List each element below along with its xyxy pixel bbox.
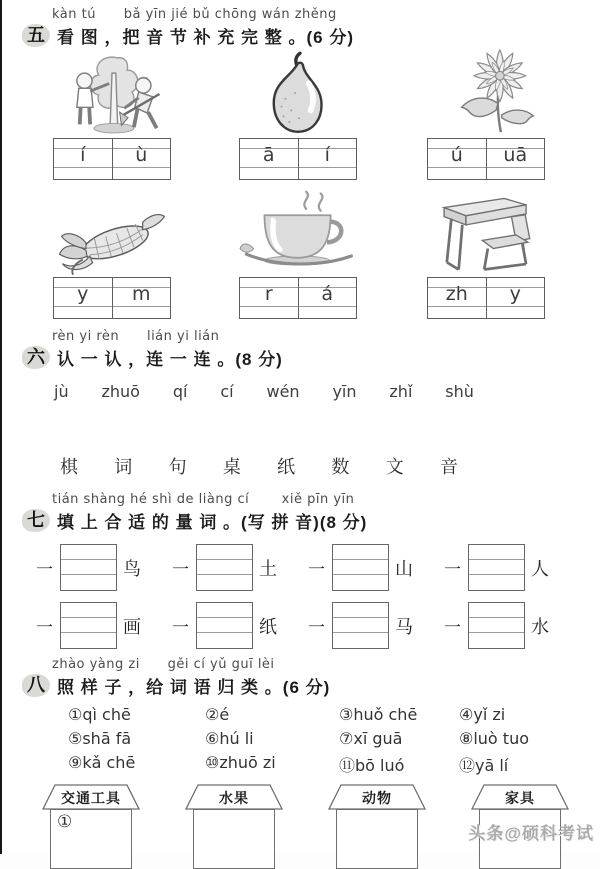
pinyin-cell[interactable]: ú [428, 139, 487, 179]
watermark: 头条@硕科考试 [468, 824, 594, 843]
category-house-fruit [185, 784, 283, 869]
one-character: 一 [444, 560, 461, 579]
pinyin-cell[interactable]: í [54, 139, 113, 179]
pinyin-cell[interactable]: y [54, 278, 113, 318]
section8-word-list [68, 705, 600, 776]
category-label: 交通工具 [61, 790, 121, 806]
noun-character: 水 [531, 616, 549, 637]
answer-box[interactable] [60, 602, 117, 649]
match-pinyin[interactable]: jù [54, 382, 69, 401]
pinyin-cell[interactable]: zh [428, 278, 487, 318]
pinyin-cell[interactable]: y [509, 283, 521, 305]
section5-header [22, 23, 600, 48]
noun-character: 土 [259, 558, 277, 579]
measure-word-item [36, 544, 172, 591]
house-roof [328, 784, 426, 810]
category-house-animal [328, 784, 426, 869]
section6-title: 认 一 认 ，连 一 连 。(8 分) [57, 350, 283, 369]
match-character[interactable]: 桌 [222, 457, 241, 477]
pinyin-grid-desk[interactable] [427, 277, 545, 319]
word-option[interactable]: ①qì chē [68, 705, 131, 724]
children-planting-tree-illustration [36, 52, 188, 136]
word-option[interactable]: ⑪bō luó [339, 756, 405, 775]
answer-box[interactable] [60, 544, 117, 591]
section6-pinyin: rèn yi rèn lián yi lián [52, 329, 220, 344]
word-option[interactable]: ⑫yā lí [459, 756, 509, 775]
noun-character: 人 [531, 558, 549, 579]
word-option[interactable]: ⑨kǎ chē [68, 753, 136, 772]
corn-illustration [56, 207, 168, 275]
teacup-illustration [235, 189, 361, 275]
match-character[interactable]: 句 [168, 457, 187, 477]
school-desk-illustration [429, 193, 543, 275]
category-answer-area[interactable]: ① [50, 809, 132, 869]
word-option[interactable]: ⑧luò tuo [459, 729, 530, 748]
pinyin-grid-pear[interactable] [239, 138, 357, 180]
section8-title: 照 样 子 ，给 词 语 归 类 。(6 分) [57, 678, 331, 697]
answer-box[interactable] [196, 602, 253, 649]
one-character: 一 [308, 560, 325, 579]
house-roof [471, 784, 569, 810]
match-pinyin[interactable]: shù [445, 382, 474, 401]
word-option[interactable]: ②é [205, 705, 230, 724]
pinyin-grid-corn[interactable] [53, 277, 171, 319]
match-character[interactable]: 纸 [277, 457, 296, 477]
match-character[interactable]: 音 [439, 457, 458, 477]
item-teacup [235, 189, 361, 319]
section7-pinyin: tián shàng hé shì de liàng cí xiě pīn yīn [52, 492, 355, 507]
measure-word-item [172, 602, 308, 649]
one-character: 一 [308, 618, 325, 637]
noun-character: 鸟 [123, 558, 141, 579]
one-character: 一 [444, 618, 461, 637]
section5-row2 [16, 189, 600, 319]
match-character[interactable]: 文 [385, 457, 404, 477]
answer-box[interactable] [196, 544, 253, 591]
measure-word-item [172, 544, 308, 591]
pinyin-cell[interactable]: m [131, 283, 151, 305]
section6-pinyin-words [54, 382, 474, 401]
pinyin-grid-planting-tree[interactable] [53, 138, 171, 180]
section5-pinyin: kàn tú bǎ yīn jié bǔ chōng wán zhěng [52, 7, 337, 22]
category-house-transport [42, 784, 140, 869]
section6-number-badge: 六 [22, 346, 50, 369]
answer-box[interactable] [332, 544, 389, 591]
word-option[interactable]: ④yǐ zi [459, 705, 506, 724]
section7-row1 [36, 544, 600, 591]
item-desk [427, 189, 545, 319]
section6-characters [60, 453, 458, 479]
word-option[interactable]: ⑤shā fā [68, 729, 132, 748]
pinyin-cell[interactable]: ā [240, 139, 299, 179]
item-pear [239, 48, 357, 180]
item-planting-tree [36, 48, 188, 180]
pinyin-cell[interactable]: í [324, 144, 330, 166]
pinyin-grid-chrysanthemum[interactable] [427, 138, 545, 180]
word-option[interactable]: ③huǒ chē [339, 705, 418, 724]
noun-character: 画 [123, 616, 141, 637]
measure-word-item [308, 544, 444, 591]
section6-header [22, 345, 600, 370]
match-character[interactable]: 数 [331, 457, 350, 477]
answer-box[interactable] [468, 544, 525, 591]
category-label: 动物 [362, 790, 392, 806]
item-corn [53, 189, 171, 319]
house-roof [185, 784, 283, 810]
category-label: 家具 [505, 790, 535, 806]
category-answer-area[interactable] [193, 809, 275, 869]
noun-character: 马 [395, 616, 413, 637]
section5-title: 看 图 ，把 音 节 补 充 完 整 。(6 分) [57, 28, 355, 47]
section7-number-badge: 七 [22, 509, 50, 532]
one-character: 一 [172, 618, 189, 637]
match-character[interactable]: 棋 [60, 457, 78, 477]
answer-box[interactable] [468, 602, 525, 649]
house-roof [42, 784, 140, 810]
match-pinyin[interactable]: qí [172, 382, 188, 401]
noun-character: 纸 [259, 616, 277, 637]
measure-word-item [308, 602, 444, 649]
answer-box[interactable] [332, 602, 389, 649]
measure-word-item [444, 544, 580, 591]
section8-number-badge: 八 [22, 674, 50, 697]
match-character[interactable]: 词 [114, 457, 133, 477]
section8-header [22, 673, 600, 698]
section8-pinyin: zhào yàng zi gěi cí yǔ guī lèi [52, 657, 275, 672]
word-option[interactable]: ⑦xī guā [339, 729, 403, 748]
pinyin-cell[interactable]: á [321, 283, 334, 305]
category-answer-area[interactable] [336, 809, 418, 869]
match-pinyin[interactable]: wén [266, 382, 300, 401]
category-label: 水果 [219, 790, 249, 806]
pinyin-cell[interactable]: uā [503, 144, 528, 166]
section5-row1 [16, 48, 600, 180]
word-option[interactable]: ⑥hú li [205, 729, 254, 748]
measure-word-item [36, 602, 172, 649]
item-chrysanthemum [427, 48, 545, 180]
one-character: 一 [36, 618, 53, 637]
pinyin-cell[interactable]: r [240, 278, 299, 318]
match-pinyin[interactable]: zhuō [101, 382, 140, 401]
match-pinyin[interactable]: zhǐ [389, 382, 413, 401]
measure-word-item [444, 602, 580, 649]
section5-number-badge: 五 [22, 24, 50, 47]
pinyin-grid-teacup[interactable] [239, 277, 357, 319]
section7-row2 [36, 602, 600, 649]
section7-title: 填 上 合 适 的 量 词 。(写 拼 音)(8 分) [57, 513, 368, 532]
noun-character: 山 [395, 558, 413, 579]
pear-illustration [266, 50, 330, 136]
section7-header [22, 508, 600, 533]
line-drawing-area[interactable] [2, 401, 600, 453]
pinyin-cell[interactable]: ù [135, 144, 148, 166]
one-character: 一 [172, 560, 189, 579]
chrysanthemum-illustration [430, 48, 542, 136]
match-pinyin[interactable]: yīn [332, 382, 357, 401]
one-character: 一 [36, 560, 53, 579]
match-pinyin[interactable]: cí [220, 382, 234, 401]
word-option[interactable]: ⑩zhuō zi [205, 753, 276, 772]
